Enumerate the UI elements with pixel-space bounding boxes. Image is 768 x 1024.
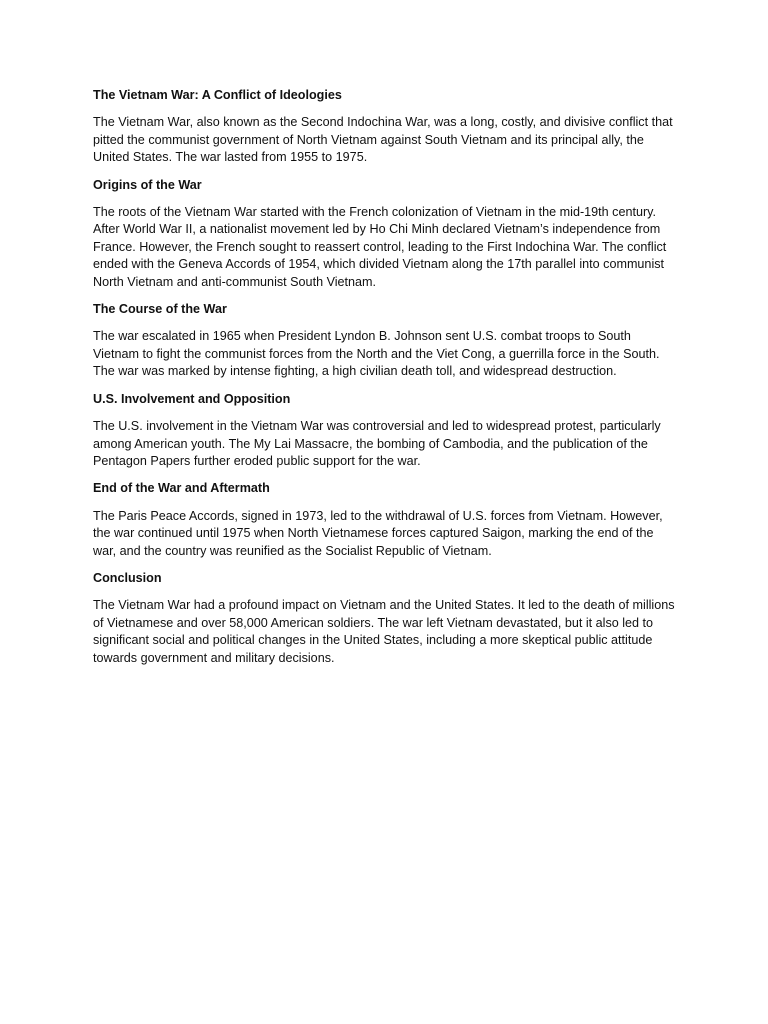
document-title: The Vietnam War: A Conflict of Ideologies [93, 88, 342, 102]
section-heading-origins: Origins of the War [93, 177, 202, 192]
section-body-conclusion: The Vietnam War had a profound impact on Vietnam and the United States. It led to the death of millions of Vietnamese and over 58,000 American soldiers. The war left Vietnam devastated, but it also led to significant social and political changes in the United States, including a more skeptical public attitude towards government and military decisions. [93, 598, 675, 665]
intro-paragraph: The Vietnam War, also known as the Second Indochina War, was a long, costly, and divisive conflict that pitted the communist government of North Vietnam against South Vietnam and its principal ally, the United States. The war lasted from 1955 to 1975. [93, 115, 673, 165]
section-body-course: The war escalated in 1965 when President Lyndon B. Johnson sent U.S. combat troops to South Vietnam to fight the communist forces from the North and the Viet Cong, a guerrilla force in the South. The war was marked by intense fighting, a high civilian death toll, and widespread destruction. [93, 329, 660, 379]
section-body-involvement: The U.S. involvement in the Vietnam War was controversial and led to widespread protest, particularly among American youth. The My Lai Massacre, the bombing of Cambodia, and the publication of the Pentagon Papers further eroded public support for the war. [93, 419, 661, 468]
section-body-end: The Paris Peace Accords, signed in 1973, led to the withdrawal of U.S. forces from Vietnam. However, the war continued until 1975 when North Vietnamese forces captured Saigon, marking the end of the war, and the country was reunified as the Socialist Republic of Vietnam. [93, 508, 663, 558]
document-page [93, 87, 676, 677]
section-body-origins: The roots of the Vietnam War started with the French colonization of Vietnam in the mid-19th century. After World War II, a nationalist movement led by Ho Chi Minh declared Vietnam’s independence from France. However, the French sought to reassert control, leading to the First Indochina War. The conflict ended with the Geneva Accords of 1954, which divided Vietnam along the 17th parallel into communist North Vietnam and anti-communist South Vietnam. [93, 205, 667, 289]
section-heading-involvement: U.S. Involvement and Opposition [93, 391, 291, 406]
section-heading-course: The Course of the War [93, 302, 227, 317]
section-heading-end: End of the War and Aftermath [93, 481, 270, 496]
section-heading-conclusion: Conclusion [93, 570, 162, 585]
